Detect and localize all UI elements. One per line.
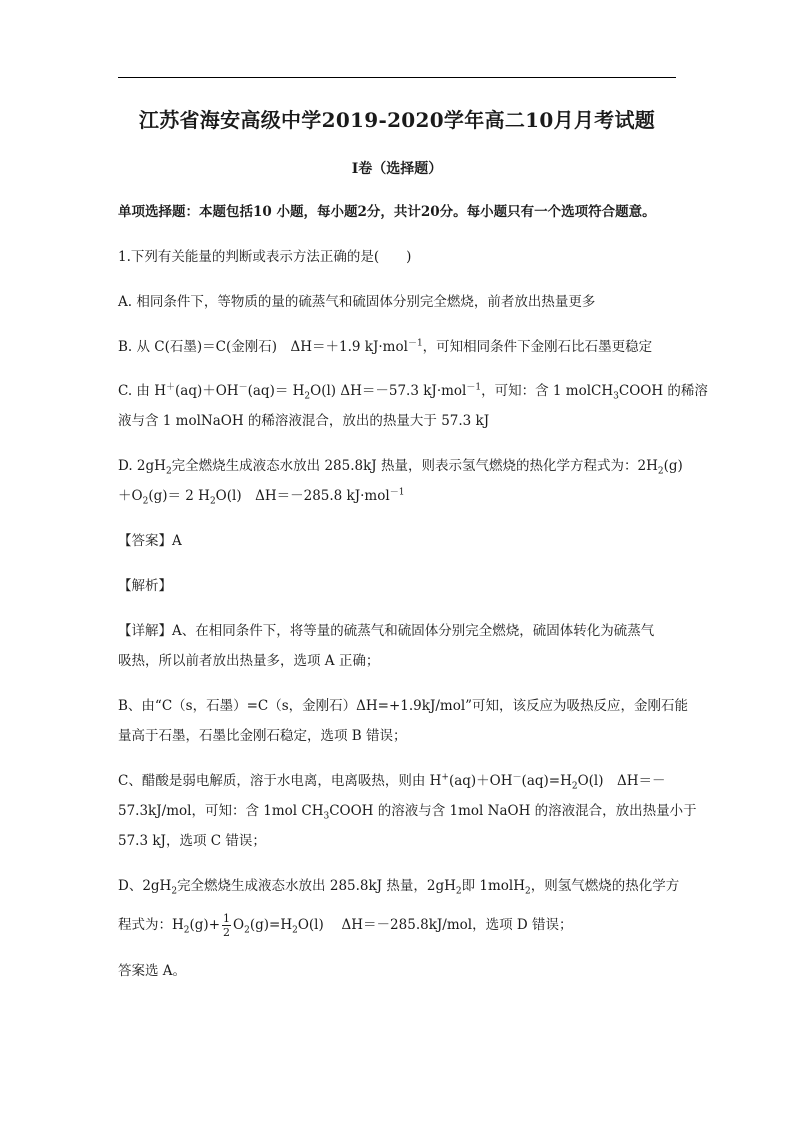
option-d-continued: $+O_2(g)= 2$ $H_2O(l)$ ΔH＝－285.8 kJ·mol$^{-1}$	[118, 487, 405, 507]
explanation-a-line2: 吸热，所以前者放出热量多，选项 A 正确；	[118, 653, 380, 669]
explanation-d-line2: 程式为：$H_2(g)+$ $\frac{1}{2}$ $O_2(g)=H_2O(l)$ ΔH＝－285.8kJ/mol，选项 D 错误；	[118, 912, 573, 939]
explanation-c-line2: 57.3kJ/mol，可知：含 1mol $CH_3COOH$ 的溶液与含 1mol NaOH 的溶液混合，放出热量小于	[118, 803, 697, 822]
conclusion: 答案选 A。	[118, 963, 187, 979]
option-b: B. 从 C(石墨)＝C(金刚石) ΔH＝＋1.9 kJ·mol$^{-1}$，可知相同条件下金刚石比石墨更稳定	[118, 338, 653, 355]
section-instructions: 单项选择题：本题包括10 小题，每小题2分，共计20分。每小题只有一个选项符合题意。	[118, 204, 656, 220]
question-stem: 1.下列有关能量的判断或表示方法正确的是( )	[118, 249, 412, 265]
analysis-label: 【解析】	[118, 578, 172, 594]
option-d: D. $2gH_2$完全燃烧生成液态水放出 285.8kJ 热量，则表示氢气燃烧的热化学方程式为：$2H_2(g)$	[118, 458, 683, 477]
explanation-c-line1: C、醋酸是弱电解质，溶于水电离，电离吸热，则由 $H^+(aq)+OH^-(aq)=H_2O(l)$ ΔH＝－	[118, 772, 666, 792]
option-c: C. 由 $H^+(aq)+OH^-(aq)= H_2O(l)$ ΔH＝－57.3 kJ·mol$^{-1}$，可知：含 1 molCH$_3$COOH 的稀溶	[118, 382, 708, 402]
fraction-one-half: $\frac{1}{2}$	[223, 912, 231, 939]
answer-line: 【答案】A	[118, 533, 182, 549]
option-c-continued: 液与含 1 molNaOH 的稀溶液混合，放出的热量大于 57.3 kJ	[118, 413, 490, 429]
explanation-b-line1: B、由“C（s，石墨）=C（s，金刚石）ΔH=+1.9kJ/mol”可知，该反应为吸热反应，金刚石能	[118, 698, 689, 714]
page-title: 江苏省海安高级中学2019-2020学年高二10月月考试题	[138, 108, 656, 132]
header-rule	[118, 77, 676, 78]
explanation-b-line2: 量高于石墨，石墨比金刚石稳定，选项 B 错误；	[118, 728, 407, 744]
volume-heading: I卷（选择题）	[351, 161, 443, 177]
option-a: A. 相同条件下，等物质的量的硫蒸气和硫固体分别完全燃烧，前者放出热量更多	[118, 294, 596, 310]
explanation-c-line3: 57.3 kJ，选项 C 错误；	[118, 833, 266, 849]
explanation-d-line1: D、$2gH_2$完全燃烧生成液态水放出 285.8kJ 热量，$2gH_2$即 1molH$_2$，则氢气燃烧的热化学方	[118, 878, 680, 897]
explanation-a-line1: 【详解】A、在相同条件下，将等量的硫蒸气和硫固体分别完全燃烧，硫固体转化为硫蒸气	[118, 623, 655, 639]
